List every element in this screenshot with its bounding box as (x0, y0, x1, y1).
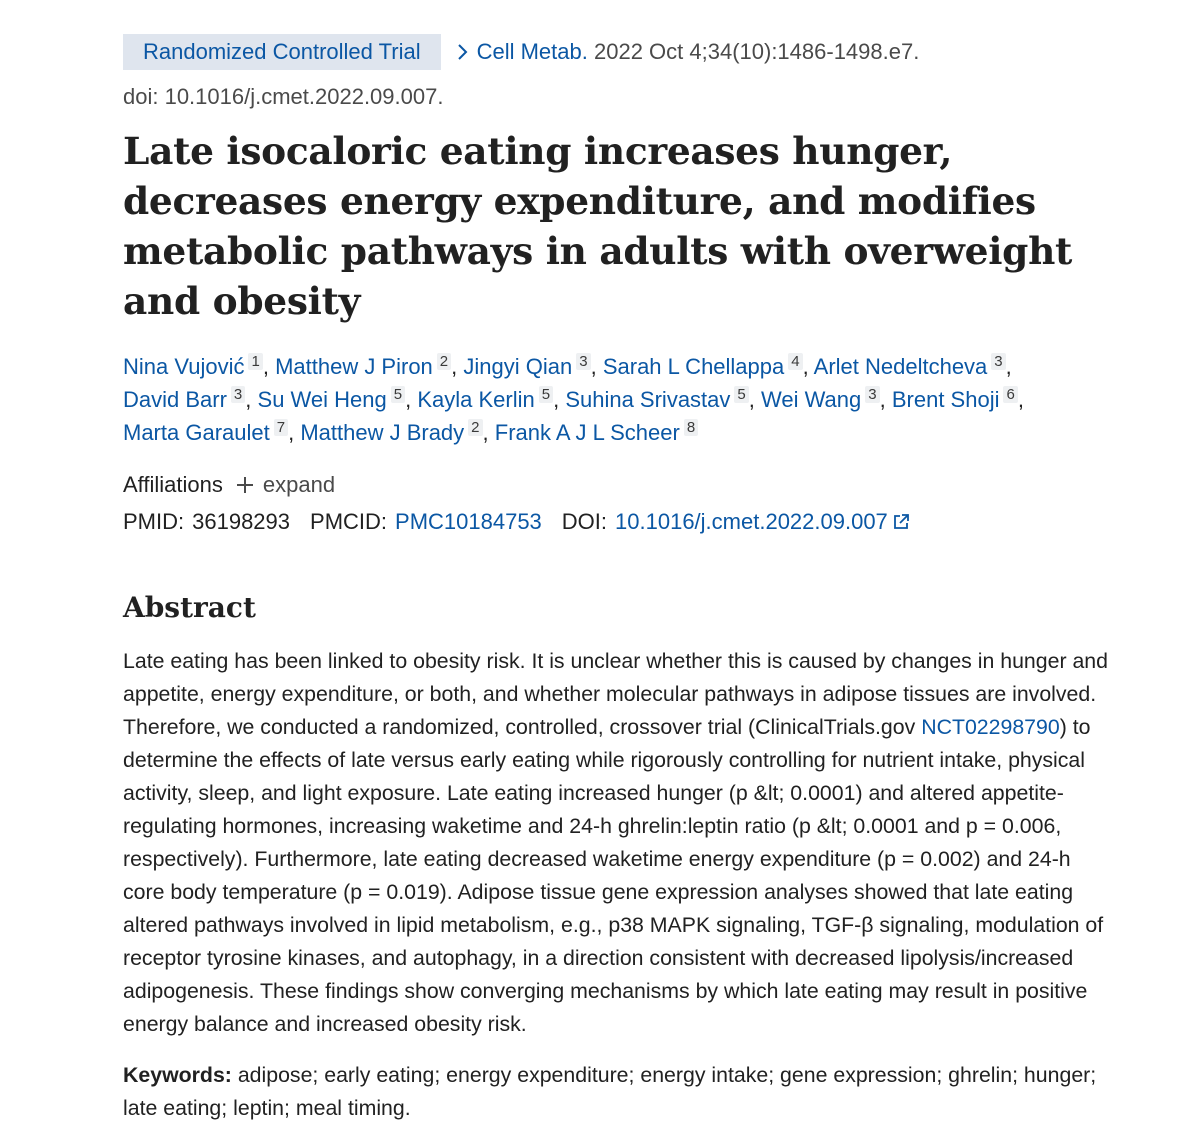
abstract-text-part-2: ) to determine the effects of late versus early eating while rigorously controlling for nutrient intake, physical activity, sleep, and light exposure. Late eating increased hunger (p &lt; 0.0001) and altered appetite-regulating hormones, increasing waketime and 24-h ghrelin:leptin ratio (p &lt; 0.0001 and p = 0.006, respectively). Furthermore, late eating decreased waketime energy expenditure (p = 0.002) and 24-h core body temperature (p = 0.019). Adipose tissue gene expression analyses showed that late eating altered pathways involved in lipid metabolism, e.g., p38 MAPK signaling, TGF-β signaling, modulation of receptor tyrosine kinases, and autophagy, in a direction consistent with decreased lipolysis/increased adipogenesis. These findings show converging mechanisms by which late eating may result in positive energy balance and increased obesity risk. (123, 715, 1104, 1036)
affiliation-number[interactable]: 5 (734, 386, 748, 403)
author-name-link[interactable]: Wei Wang (761, 387, 862, 412)
author-separator: , (1005, 354, 1012, 379)
author-item (123, 354, 269, 379)
article-page (123, 34, 1123, 1125)
keywords-label: Keywords: (123, 1063, 232, 1087)
author-name-link[interactable]: Brent Shoji (891, 387, 1000, 412)
affiliation-number[interactable]: 8 (684, 419, 698, 436)
author-item (892, 387, 1024, 412)
doi-group (562, 506, 910, 538)
pmid-label: PMID: (123, 509, 185, 534)
abstract-heading: Abstract (123, 591, 256, 624)
journal-link[interactable]: Cell Metab. (476, 39, 588, 64)
author-item (565, 387, 755, 412)
author-name-link[interactable]: Sarah L Chellappa (602, 354, 785, 379)
affiliation-number[interactable]: 7 (274, 419, 288, 436)
author-item (123, 420, 294, 445)
author-name-link[interactable]: Matthew J Piron (275, 354, 433, 379)
author-item (258, 387, 412, 412)
pmid-value: 36198293 (192, 509, 291, 534)
author-name-link[interactable]: Nina Vujović (123, 354, 245, 379)
affiliation-number[interactable]: 3 (865, 386, 879, 403)
abstract-text-part-1: Late eating has been linked to obesity risk. It is unclear whether this is caused by changes in hunger and appetite, energy expenditure, or both, and whether molecular pathways in adipose tissues are involved. Therefore, we conducted a randomized, controlled, crossover trial (ClinicalTrials.gov (123, 649, 1108, 739)
author-item (417, 387, 559, 412)
author-separator: , (262, 354, 269, 379)
plus-icon (237, 477, 253, 493)
author-separator: , (748, 387, 755, 412)
author-item (603, 354, 809, 379)
author-separator: , (245, 387, 252, 412)
affiliation-number[interactable]: 3 (231, 386, 245, 403)
author-separator: , (405, 387, 412, 412)
article-title: Late isocaloric eating increases hunger, decreases energy expenditure, and modifies metabolic pathways in adults with overweight and obesity (123, 129, 1073, 323)
author-separator: , (482, 420, 489, 445)
identifiers-row (123, 506, 1123, 538)
external-link-icon[interactable] (892, 513, 910, 531)
keywords (123, 1059, 1108, 1125)
author-item (300, 420, 488, 445)
author-separator: , (553, 387, 560, 412)
author-item (495, 420, 698, 445)
pmcid-label: PMCID: (310, 509, 388, 534)
chevron-right-icon (455, 42, 471, 62)
doi-link[interactable]: 10.1016/j.cmet.2022.09.007 (615, 509, 888, 534)
affiliation-number[interactable]: 5 (391, 386, 405, 403)
author-item (123, 387, 251, 412)
author-name-link[interactable]: David Barr (123, 387, 227, 412)
author-name-link[interactable]: Su Wei Heng (257, 387, 387, 412)
author-name-link[interactable]: Kayla Kerlin (417, 387, 535, 412)
article-type-badge[interactable]: Randomized Controlled Trial (123, 34, 441, 70)
affiliation-number[interactable]: 2 (437, 353, 451, 370)
expand-label: expand (262, 472, 336, 497)
author-name-link[interactable]: Jingyi Qian (463, 354, 573, 379)
pmcid-group (310, 506, 542, 538)
author-separator: , (590, 354, 597, 379)
doi-label: DOI: (561, 509, 608, 534)
pmid-group (123, 506, 290, 538)
author-item (761, 387, 886, 412)
affiliation-number[interactable]: 6 (1003, 386, 1017, 403)
authors-list (123, 350, 1083, 449)
affiliation-number[interactable]: 4 (788, 353, 802, 370)
author-name-link[interactable]: Suhina Srivastav (565, 387, 731, 412)
author-item (463, 354, 596, 379)
affiliation-number[interactable]: 1 (248, 353, 262, 370)
affiliation-number[interactable]: 3 (576, 353, 590, 370)
affiliations-row (123, 469, 1123, 501)
author-name-link[interactable]: Arlet Nedeltcheva (813, 354, 988, 379)
article-meta-row (123, 34, 1123, 70)
abstract-text (123, 645, 1108, 1041)
clinical-trial-link[interactable]: NCT02298790 (921, 715, 1060, 739)
journal-citation (477, 39, 920, 65)
author-item (275, 354, 457, 379)
affiliation-number[interactable]: 5 (539, 386, 553, 403)
doi-citation: doi: 10.1016/j.cmet.2022.09.007. (123, 84, 444, 109)
author-separator: , (451, 354, 458, 379)
author-name-link[interactable]: Matthew J Brady (300, 420, 465, 445)
affiliations-label: Affiliations (123, 472, 223, 497)
author-separator: , (879, 387, 886, 412)
citation-text: 2022 Oct 4;34(10):1486-1498.e7. (593, 39, 920, 64)
affiliation-number[interactable]: 3 (991, 353, 1005, 370)
keywords-text: adipose; early eating; energy expenditure; energy intake; gene expression; ghrelin; hunger; late eating; leptin; meal timing. (123, 1063, 1097, 1120)
author-separator: , (802, 354, 809, 379)
pmcid-link[interactable]: PMC10184753 (395, 509, 542, 534)
affiliation-number[interactable]: 2 (468, 419, 482, 436)
author-item (814, 354, 1012, 379)
author-separator: , (288, 420, 295, 445)
author-separator: , (1017, 387, 1024, 412)
author-name-link[interactable]: Frank A J L Scheer (494, 420, 680, 445)
expand-affiliations-button[interactable] (237, 469, 335, 501)
author-name-link[interactable]: Marta Garaulet (123, 420, 270, 445)
